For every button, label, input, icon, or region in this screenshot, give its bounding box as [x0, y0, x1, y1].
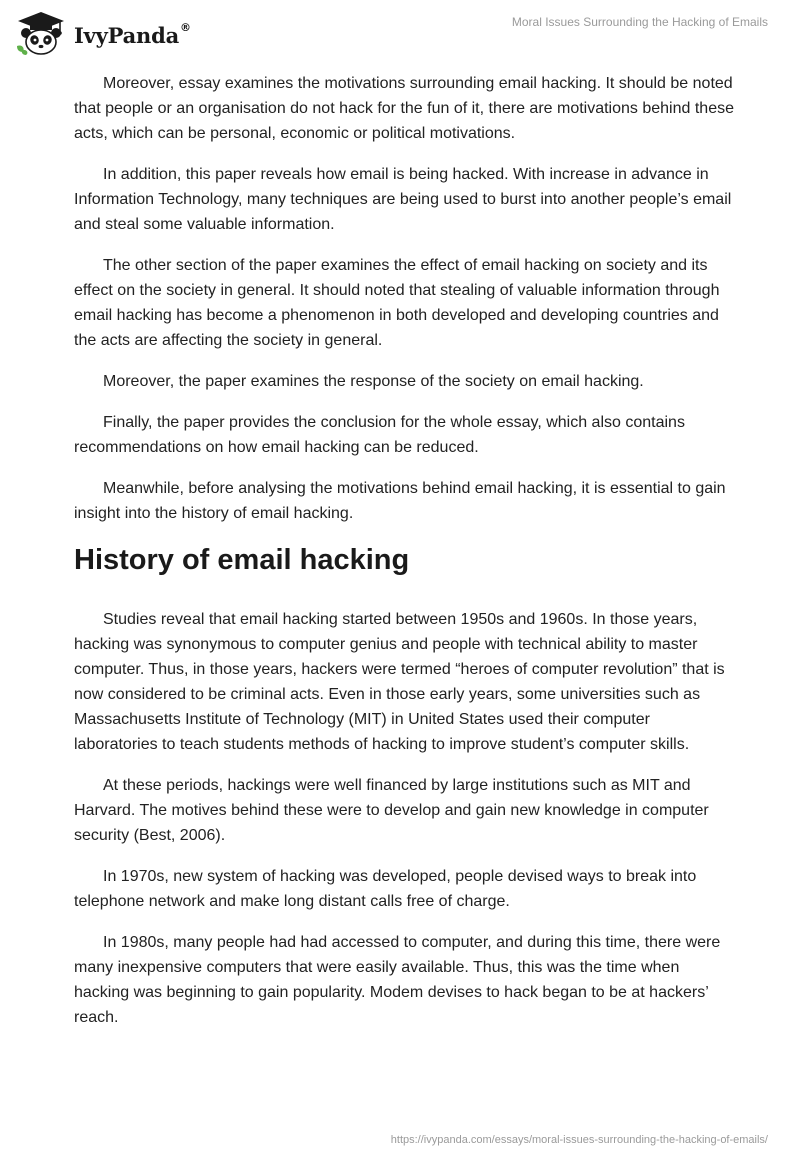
panda-graduate-logo-icon [14, 10, 68, 56]
intro-paragraph: Meanwhile, before analysing the motivations behind email hacking, it is essential to gain insight into the history of email hacking. [74, 480, 726, 522]
intro-paragraph: Finally, the paper provides the conclusion for the whole essay, which also contains recommendations on how email hacking can be reduced. [74, 414, 685, 456]
section-heading-history: History of email hacking [74, 544, 410, 576]
brand-text: IvyPanda [74, 22, 180, 48]
page-header [0, 0, 800, 66]
intro-paragraph: Moreover, the paper examines the response of the society on email hacking. [103, 373, 644, 390]
ivypanda-logo[interactable] [14, 10, 191, 56]
history-paragraph: Studies reveal that email hacking started between 1950s and 1960s. In those years, hacking was synonymous to computer genius and people with technical ability to master computer. Thus, in those years, hackers were termed “heroes of computer revolution” that is now considered to be criminal acts. Even in those early years, some universities such as Massachusetts Institute of Technology (MIT) in United States used their computer laboratories to teach students methods of hacking to improve student’s computer skills. [74, 611, 725, 753]
document-title: Moral Issues Surrounding the Hacking of Emails [511, 15, 768, 29]
history-paragraph: In 1970s, new system of hacking was developed, people devised ways to break into telephone network and make long distant calls free of charge. [74, 868, 697, 910]
history-paragraph: At these periods, hackings were well financed by large institutions such as MIT and Harvard. The motives behind these were to develop and gain new knowledge in computer security (Best, 2006). [74, 777, 709, 844]
brand-name [74, 20, 191, 48]
history-paragraph: In 1980s, many people had had accessed to computer, and during this time, there were many inexpensive computers that were easily available. Thus, this was the time when hacking was beginning to gain popularity. Modem devises to hack began to be at hackers’ reach. [74, 934, 721, 1026]
intro-paragraph: In addition, this paper reveals how email is being hacked. With increase in advance in Information Technology, many techniques are being used to burst into another people’s email and steal some valuable information. [74, 166, 732, 233]
registered-mark: ® [180, 20, 191, 34]
intro-paragraph: The other section of the paper examines the effect of email hacking on society and its effect on the society in general. It should noted that stealing of valuable information through email hacking has become a phenomenon in both developed and developing countries and the acts are affecting the society in general. [74, 257, 720, 349]
source-url[interactable]: https://ivypanda.com/essays/moral-issues-surrounding-the-hacking-of-emails/ [390, 1134, 768, 1146]
intro-paragraph: Moreover, essay examines the motivations surrounding email hacking. It should be noted that people or an organisation do not hack for the fun of it, there are motivations behind these acts, which can be personal, economic or political motivations. [74, 75, 734, 142]
essay-content [74, 71, 734, 1046]
